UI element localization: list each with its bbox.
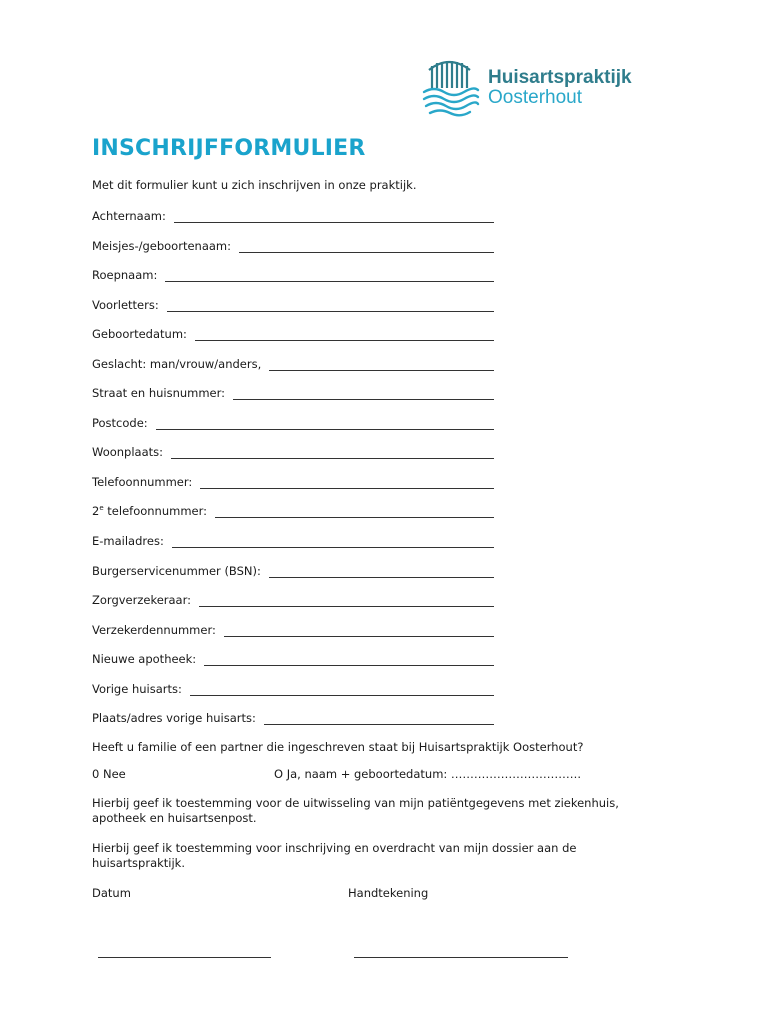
field-roepnaam[interactable] (92, 266, 494, 282)
signature-line[interactable] (354, 957, 568, 958)
logo-line-1: Huisartspraktijk (488, 67, 632, 88)
field-label: Nieuwe apotheek: (92, 652, 197, 666)
signature-label: Handtekening (348, 886, 429, 900)
field-emailadres[interactable] (92, 532, 494, 548)
field-geboortedatum[interactable] (92, 325, 494, 341)
field-line[interactable] (165, 270, 494, 282)
field-line[interactable] (195, 329, 494, 341)
field-line[interactable] (172, 536, 494, 548)
practice-logo (420, 58, 660, 120)
field-label: Zorgverzekeraar: (92, 593, 192, 607)
field-label: E-mailadres: (92, 534, 164, 548)
field-label: Telefoonnummer: (92, 475, 193, 489)
field-geboortenaam[interactable] (92, 237, 494, 253)
field-label: Geslacht: man/vrouw/anders, (92, 357, 262, 371)
field-voorletters[interactable] (92, 296, 494, 312)
field-label: Meisjes-/geboortenaam: (92, 239, 231, 253)
field-line[interactable] (190, 684, 494, 696)
field-label: Plaats/adres vorige huisarts: (92, 711, 256, 725)
field-tweede-telefoonnummer[interactable] (92, 502, 494, 518)
field-adres-vorige-huisarts[interactable] (92, 709, 494, 725)
field-line[interactable] (204, 654, 494, 666)
field-line[interactable] (174, 211, 494, 223)
field-vorige-huisarts[interactable] (92, 680, 494, 696)
form-title: INSCHRIJFFORMULIER (92, 136, 366, 161)
field-line[interactable] (171, 447, 494, 459)
field-line[interactable] (269, 566, 494, 578)
field-geslacht[interactable] (92, 355, 494, 371)
field-verzekerdennummer[interactable] (92, 621, 494, 637)
field-telefoonnummer[interactable] (92, 473, 494, 489)
family-question: Heeft u familie of een partner die ingeschreven staat bij Huisartspraktijk Oosterhout? (92, 740, 584, 754)
field-line[interactable] (269, 359, 494, 371)
logo-line-2: Oosterhout (488, 87, 582, 108)
date-label: Datum (92, 886, 131, 900)
field-line[interactable] (200, 477, 494, 489)
field-nieuwe-apotheek[interactable] (92, 650, 494, 666)
field-label: Postcode: (92, 416, 148, 430)
form-intro: Met dit formulier kunt u zich inschrijven in onze praktijk. (92, 178, 417, 192)
option-nee[interactable]: 0 Nee (92, 767, 126, 781)
field-label: Vorige huisarts: (92, 682, 182, 696)
field-label: Voorletters: (92, 298, 159, 312)
field-postcode[interactable] (92, 414, 494, 430)
field-line[interactable] (233, 388, 494, 400)
field-line[interactable] (215, 506, 494, 518)
consent-exchange: Hierbij geef ik toestemming voor de uitwisseling van mijn patiëntgegevens met ziekenhuis, apotheek en huisartsenpost. (92, 796, 619, 825)
field-line[interactable] (156, 418, 494, 430)
field-label: Straat en huisnummer: (92, 386, 226, 400)
field-woonplaats[interactable] (92, 443, 494, 459)
consent-transfer: Hierbij geef ik toestemming voor inschrijving en overdracht van mijn dossier aan de huisartspraktijk. (92, 841, 577, 870)
field-achternaam[interactable] (92, 207, 494, 223)
field-label: Achternaam: (92, 209, 166, 223)
field-label: Woonplaats: (92, 445, 164, 459)
field-zorgverzekeraar[interactable] (92, 591, 494, 607)
logo-mark-icon (420, 58, 482, 120)
field-label: Roepnaam: (92, 268, 158, 282)
field-straat-huisnummer[interactable] (92, 384, 494, 400)
field-label: Verzekerdennummer: (92, 623, 216, 637)
field-line[interactable] (199, 595, 494, 607)
date-line[interactable] (98, 957, 271, 958)
field-line[interactable] (224, 625, 494, 637)
field-line[interactable] (264, 713, 494, 725)
field-bsn[interactable] (92, 562, 494, 578)
field-line[interactable] (239, 241, 494, 253)
field-line[interactable] (167, 300, 494, 312)
field-label: Burgerservicenummer (BSN): (92, 564, 261, 578)
field-label: Geboortedatum: (92, 327, 187, 341)
field-label: 2e telefoonnummer: (92, 504, 208, 518)
option-ja[interactable]: O Ja, naam + geboortedatum: ……………………………. (274, 767, 582, 781)
